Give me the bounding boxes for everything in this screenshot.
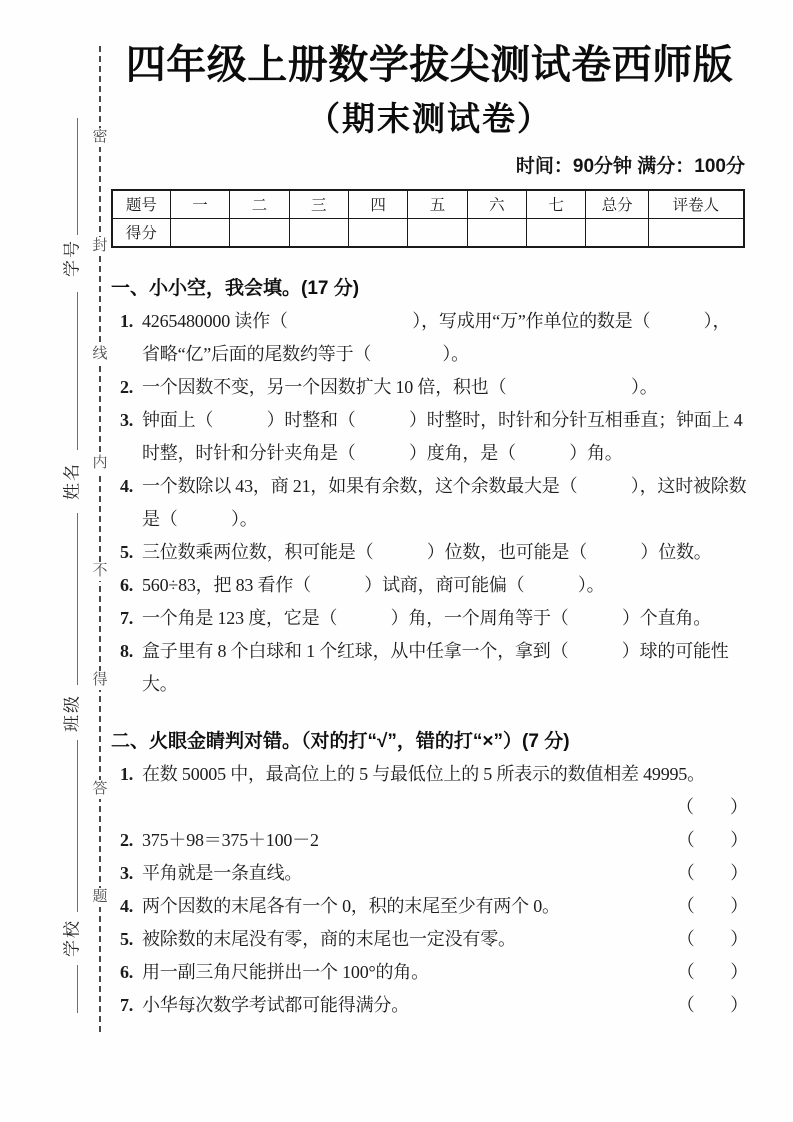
question-number: 7. [120, 994, 134, 1015]
question-text: 4265480000 读作（ ），写成用“万”作单位的数是（ ），省略“亿”后面的尾数约等于（ ）。 [142, 310, 731, 364]
score-table-header-cell: 总分 [586, 190, 648, 219]
answer-slot: （ ） [676, 829, 748, 850]
section-1-heading: 一、小小空，我会填。(17 分) [111, 277, 360, 299]
question-number: 2. [120, 829, 134, 850]
question-text: 用一副三角尺能拼出一个 100°的角。 [142, 961, 429, 982]
question-row [142, 923, 748, 956]
score-table-header-cell: 七 [527, 190, 586, 219]
score-cell [408, 218, 467, 247]
student-field-label-1: 学号 [62, 239, 82, 277]
question-item [111, 758, 748, 791]
write-line [77, 965, 78, 1013]
question-number: 8. [120, 640, 134, 661]
page-title: 四年级上册数学拔尖测试卷西师版 [125, 43, 734, 87]
seal-char: 密 [89, 128, 111, 147]
score-table-header-cell: 三 [289, 190, 348, 219]
question-item [111, 569, 748, 602]
score-table-header-cell: 评卷人 [648, 190, 744, 219]
score-table-score-row [112, 218, 744, 247]
question-item [111, 890, 748, 923]
question-number: 6. [120, 574, 134, 595]
score-table-header-cell: 二 [230, 190, 289, 219]
question-row [142, 857, 748, 890]
score-cell [289, 218, 348, 247]
seal-char: 封 [89, 237, 111, 256]
question-item [111, 635, 748, 701]
question-item [111, 404, 748, 470]
score-table [111, 189, 745, 248]
score-cell [586, 218, 648, 247]
student-field-label-3: 班级 [62, 694, 82, 732]
question-text: 375＋98＝375＋100－2 [142, 829, 319, 850]
answer-slot: （ ） [676, 796, 748, 817]
question-text: 560÷83，把 83 看作（ ）试商，商可能偏（ ）。 [142, 574, 605, 595]
score-row-label: 得分 [112, 218, 170, 247]
question-item [111, 824, 748, 857]
answer-slot: （ ） [676, 961, 748, 982]
seal-char: 线 [89, 345, 111, 364]
question-text: 被除数的末尾没有零，商的末尾也一定没有零。 [142, 928, 516, 949]
page-subtitle: （期末测试卷） [307, 100, 552, 137]
question-item [111, 536, 748, 569]
question-number: 2. [120, 376, 134, 397]
question-number: 1. [120, 763, 134, 784]
score-table-header-row [112, 190, 744, 219]
answer-slot: （ ） [676, 862, 748, 883]
seal-char: 答 [89, 780, 111, 799]
score-cell [467, 218, 526, 247]
question-number: 1. [120, 310, 134, 331]
score-cell [348, 218, 407, 247]
exam-meta: 时间：90分钟 满分：100分 [515, 155, 745, 177]
student-field-label-2: 姓名 [62, 462, 82, 500]
question-row [142, 824, 748, 857]
question-item [111, 989, 748, 1022]
exam-content [111, 0, 748, 1022]
question-row [142, 989, 748, 1022]
seal-char: 不 [89, 562, 111, 581]
answer-slot: （ ） [676, 928, 748, 949]
write-line [77, 292, 78, 450]
write-line [77, 740, 78, 912]
seal-char: 得 [89, 671, 111, 690]
write-line [77, 513, 78, 685]
score-table-header-cell: 题号 [112, 190, 170, 219]
score-table-header-cell: 六 [467, 190, 526, 219]
question-text: 一个因数不变，另一个因数扩大 10 倍，积也（ ）。 [142, 376, 658, 397]
question-number: 4. [120, 475, 134, 496]
score-cell [527, 218, 586, 247]
question-item [111, 857, 748, 890]
question-text: 一个角是 123 度，它是（ ）角，一个周角等于（ ）个直角。 [142, 607, 711, 628]
question-text: 在数 50005 中，最高位上的 5 与最低位上的 5 所表示的数值相差 49995。 [142, 763, 705, 784]
question-text: 三位数乘两位数，积可能是（ ）位数，也可能是（ ）位数。 [142, 541, 712, 562]
question-number: 3. [120, 409, 134, 430]
question-sections [111, 272, 748, 1022]
question-number: 4. [120, 895, 134, 916]
question-row [142, 956, 748, 989]
seal-char: 题 [89, 888, 111, 907]
write-line [77, 118, 78, 235]
question-item [111, 305, 748, 371]
question-text: 两个因数的末尾各有一个 0，积的末尾至少有两个 0。 [142, 895, 560, 916]
question-text: 盒子里有 8 个白球和 1 个红球，从中任拿一个，拿到（ ）球的可能性大。 [142, 640, 729, 694]
student-field-label-4: 学校 [62, 919, 82, 957]
score-table-header-cell: 四 [348, 190, 407, 219]
score-table-header-cell: 一 [170, 190, 229, 219]
score-cell [648, 218, 744, 247]
question-text: 小华每次数学考试都可能得满分。 [142, 994, 409, 1015]
question-number: 5. [120, 541, 134, 562]
score-table-header-cell: 五 [408, 190, 467, 219]
answer-slot: （ ） [676, 895, 748, 916]
question-number: 6. [120, 961, 134, 982]
question-text: 平角就是一条直线。 [142, 862, 303, 883]
question-item [111, 371, 748, 404]
answer-slot: （ ） [676, 994, 748, 1015]
question-number: 3. [120, 862, 134, 883]
question-item [111, 956, 748, 989]
question-text: 钟面上（ ）时整和（ ）时整时，时针和分针互相垂直；钟面上 4 时整，时针和分针夹角是（ ）度角，是（ ）角。 [142, 409, 743, 463]
question-item [111, 602, 748, 635]
seal-char: 内 [89, 454, 111, 473]
seal-line [99, 46, 101, 1032]
question-item [111, 470, 748, 536]
question-number: 5. [120, 928, 134, 949]
question-row [142, 890, 748, 923]
question-text: 一个数除以 43，商 21，如果有余数，这个余数最大是（ ），这时被除数是（ ）。 [142, 475, 747, 529]
question-item [111, 923, 748, 956]
question-number: 7. [120, 607, 134, 628]
section-2-heading: 二、火眼金睛判对错。（对的打“√”，错的打“×”）(7 分) [111, 730, 570, 752]
score-cell [230, 218, 289, 247]
score-cell [170, 218, 229, 247]
